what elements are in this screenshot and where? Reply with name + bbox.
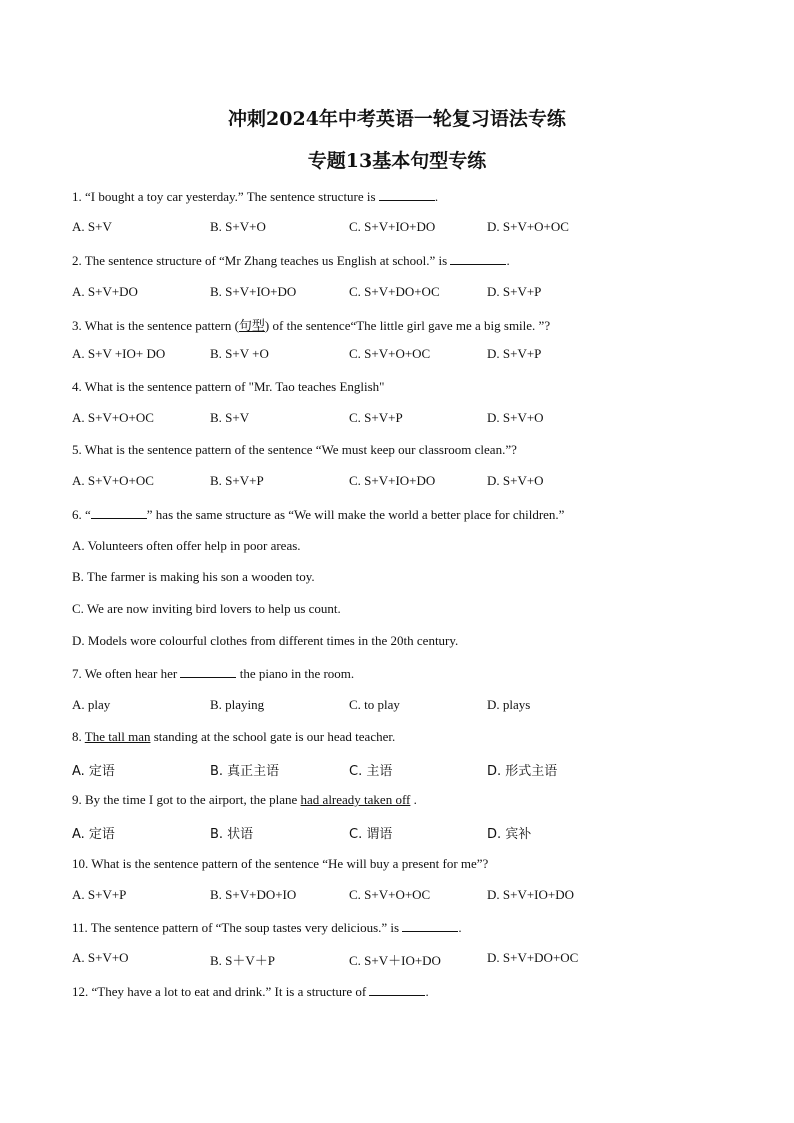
option-b: B. 真正主语 bbox=[210, 764, 280, 779]
option-c: C. S+V+O+OC bbox=[349, 887, 431, 902]
option-a: A. S+V+O+OC bbox=[72, 473, 154, 488]
question-8-options bbox=[72, 760, 632, 778]
option-b: B. S+V+IO+DO bbox=[210, 284, 297, 299]
option-a: A. 定语 bbox=[72, 764, 115, 779]
answer-blank bbox=[379, 188, 435, 201]
question-7-options bbox=[72, 697, 632, 715]
option-d: D. S+V+O bbox=[487, 473, 544, 488]
question-8: 8. The tall man standing at the school gate is our head teacher. bbox=[72, 729, 396, 744]
option-c: C. 谓语 bbox=[349, 827, 393, 842]
option-d: D. S+V+IO+DO bbox=[487, 887, 574, 902]
option-d: D. Models wore colourful clothes from different times in the 20th century. bbox=[72, 633, 459, 648]
option-a: A. S+V+P bbox=[72, 887, 127, 902]
underlined-term: 句型 bbox=[238, 319, 265, 334]
document-title: 冲刺2024年中考英语一轮复习语法专练 bbox=[228, 108, 566, 130]
answer-blank bbox=[180, 665, 236, 678]
option-d: D. S+V+O+OC bbox=[487, 219, 569, 234]
question-4-options bbox=[72, 410, 632, 428]
option-b: B. The farmer is making his son a wooden toy. bbox=[72, 569, 315, 584]
question-1: 1. “I bought a toy car yesterday.” The sentence structure is . bbox=[72, 189, 439, 204]
option-c: C. S+V＋IO+DO bbox=[349, 953, 441, 968]
option-b: B. 状语 bbox=[210, 827, 254, 842]
option-a: A. Volunteers often offer help in poor areas. bbox=[72, 538, 301, 553]
option-a: A. play bbox=[72, 697, 111, 712]
question-1-options bbox=[72, 219, 632, 237]
option-a: A. S+V+O+OC bbox=[72, 410, 154, 425]
option-c: C. 主语 bbox=[349, 764, 393, 779]
question-11-options bbox=[72, 950, 632, 968]
question-2: 2. The sentence structure of “Mr Zhang teaches us English at school.” is . bbox=[72, 253, 510, 268]
option-d: D. plays bbox=[487, 697, 531, 712]
option-c: C. S+V+P bbox=[349, 410, 403, 425]
option-c: C. S+V+O+OC bbox=[349, 346, 431, 361]
option-c: C. S+V+IO+DO bbox=[349, 219, 436, 234]
option-c: C. S+V+IO+DO bbox=[349, 473, 436, 488]
question-9: 9. By the time I got to the airport, the plane had already taken off . bbox=[72, 792, 417, 807]
question-5: 5. What is the sentence pattern of the sentence “We must keep our classroom clean.”? bbox=[72, 442, 517, 457]
option-d: D. S+V+DO+OC bbox=[487, 950, 579, 965]
option-a: A. S+V bbox=[72, 219, 112, 234]
question-12: 12. “They have a lot to eat and drink.” It is a structure of . bbox=[72, 984, 429, 999]
option-c: C. to play bbox=[349, 697, 400, 712]
option-d: D. S+V+O bbox=[487, 410, 544, 425]
question-4: 4. What is the sentence pattern of "Mr. Tao teaches English" bbox=[72, 379, 385, 394]
option-b: B. S+V+DO+IO bbox=[210, 887, 297, 902]
question-10: 10. What is the sentence pattern of the sentence “He will buy a present for me”? bbox=[72, 856, 489, 871]
option-b: B. S+V+P bbox=[210, 473, 264, 488]
question-10-options bbox=[72, 887, 632, 905]
option-a: A. S+V +IO+ DO bbox=[72, 346, 166, 361]
option-d: D. 形式主语 bbox=[487, 764, 558, 779]
option-a: A. S+V+DO bbox=[72, 284, 138, 299]
answer-blank bbox=[450, 252, 506, 265]
answer-blank bbox=[91, 506, 147, 519]
question-11: 11. The sentence pattern of “The soup tastes very delicious.” is . bbox=[72, 920, 462, 935]
option-d: D. S+V+P bbox=[487, 346, 542, 361]
underlined-phrase: The tall man bbox=[84, 729, 151, 744]
option-b: B. S+V bbox=[210, 410, 250, 425]
document-subtitle: 专题13基本句型专练 bbox=[307, 150, 487, 172]
question-9-options bbox=[72, 823, 632, 841]
option-b: B. S+V+O bbox=[210, 219, 266, 234]
question-5-options bbox=[72, 473, 632, 491]
option-c: C. S+V+DO+OC bbox=[349, 284, 440, 299]
question-3: 3. What is the sentence pattern (句型) of the sentence“The little girl gave me a big smile. ”? bbox=[72, 318, 551, 334]
option-b: B. S＋V＋P bbox=[210, 953, 276, 968]
question-3-options bbox=[72, 346, 632, 364]
option-a: A. S+V+O bbox=[72, 950, 129, 965]
answer-blank bbox=[369, 983, 425, 996]
option-d: D. 宾补 bbox=[487, 827, 532, 842]
option-d: D. S+V+P bbox=[487, 284, 542, 299]
answer-blank bbox=[402, 919, 458, 932]
underlined-phrase: had already taken off bbox=[300, 792, 411, 807]
question-7: 7. We often hear her the piano in the room. bbox=[72, 666, 355, 681]
option-b: B. S+V +O bbox=[210, 346, 269, 361]
question-6: 6. “ ” has the same structure as “We will make the world a better place for children.” bbox=[72, 507, 565, 522]
option-a: A. 定语 bbox=[72, 827, 115, 842]
option-b: B. playing bbox=[210, 697, 265, 712]
question-2-options bbox=[72, 284, 632, 302]
option-c: C. We are now inviting bird lovers to help us count. bbox=[72, 601, 341, 616]
